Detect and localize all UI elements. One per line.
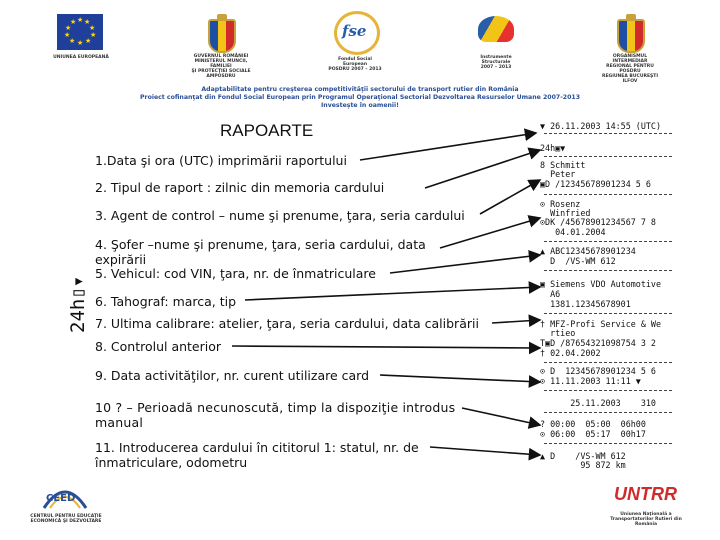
list-item: 8. Controlul anterior (95, 339, 222, 354)
printout-line: D /VS-WM 612 (540, 256, 616, 266)
divider (544, 241, 672, 242)
divider (544, 133, 672, 134)
page-title: RAPOARTE (220, 121, 314, 140)
list-item: 11. Introducerea cardului în cititorul 1: statul, nr. de înmatriculare, odometru (95, 440, 419, 470)
list-item: 6. Tahograf: marca, tip (95, 294, 237, 309)
printout-line: † MFZ-Profi Service & We (540, 319, 662, 329)
divider (544, 194, 672, 195)
printout-line: ▲ D /VS-WM 612 (540, 451, 626, 461)
printout-line: ⊙ Rosenz (540, 199, 581, 209)
printout-line: rtieo (540, 328, 576, 338)
divider (544, 156, 672, 157)
printout-line: ⊙DK /45678901234567 7 8 (540, 217, 656, 227)
printout-line: ▣ Siemens VDO Automotive (540, 279, 662, 289)
printout-line: 04.01.2004 (540, 227, 606, 237)
eu-flag-logo: ★ ★ ★ ★ ★ ★ ★ ★ ★ ★ (57, 14, 103, 50)
printout-line: 24h▣▼ (540, 143, 566, 153)
structural-caption: Instrumente Structurale 2007 – 2013 (480, 55, 512, 70)
project-subtitle: Proiect cofinanţat din Fondul Social European prin Programul Operaţional Sectorial Dezvoltarea Resurselor Umane 2007-2013 (139, 94, 580, 101)
list-item: 2. Tipul de raport : zilnic din memoria cardului (95, 180, 385, 195)
fse-logo-text: fse (342, 22, 367, 40)
printout-line: ? 00:00 05:00 06h00 (540, 419, 646, 429)
gov-caption: GUVERNUL ROMÂNIEI MINISTERUL MUNCII, FAMILIEI ŞI PROTECŢIEI SOCIALE AMPOSDRU (191, 54, 251, 79)
printout-line: 1381.12345678901 (540, 299, 631, 309)
list-item: 7. Ultima calibrare: atelier, ţara, seria cardului, data calibrării (95, 316, 479, 331)
printout-line: Winfried (540, 208, 591, 218)
divider (544, 270, 672, 271)
printout-line: Peter (540, 169, 576, 179)
list-item: 9. Data activităţilor, nr. curent utilizare card (95, 368, 370, 383)
untrr-caption: Uniunea Naţională a Transportatorilor Rutieri din România (610, 512, 682, 527)
printout-line: 25.11.2003 310 (540, 398, 656, 408)
printout-line: ▲ ABC12345678901234 (540, 246, 636, 256)
divider (544, 362, 672, 363)
printout-line: ▼ 26.11.2003 14:55 (UTC) (540, 121, 662, 131)
divider (544, 443, 672, 444)
printout-line: ▣D /12345678901234 5 6 (540, 179, 651, 189)
list-item: 5. Vehicul: cod VIN, ţara, nr. de înmatriculare (95, 266, 376, 281)
list-item: 10 ? – Perioadă necunoscută, timp la dispoziţie introdus manual (95, 400, 456, 430)
untrr-logo: UNTRR (614, 484, 677, 504)
project-title: Adaptabilitate pentru creşterea competitivităţii sectorului de transport rutier din România (201, 86, 519, 93)
printout-line: ⊙ 11.11.2003 11:11 ▼ (540, 376, 641, 386)
printout-line: T▣D /87654321098754 3 2 (540, 338, 656, 348)
project-motto: Investeşte în oamenii! (321, 102, 399, 109)
ceed-caption: CENTRUL PENTRU EDUCAŢIE ECONOMICĂ ŞI DEZVOLTARE (30, 514, 102, 524)
printout-line: 95 872 km (540, 460, 626, 470)
ceed-logo-text: CEED (46, 493, 76, 504)
printout-line: 8 Schmitt (540, 160, 586, 170)
list-item: 1.Data şi ora (UTC) imprimării raportului (95, 153, 347, 168)
divider (544, 412, 672, 413)
divider (544, 313, 672, 314)
printout-line: ⊙ 06:00 05:17 00h17 (540, 429, 646, 439)
vertical-label: 24h▯▾ (67, 275, 89, 333)
oirposdru-caption: ORGANISMUL INTERMEDIAR REGIONAL PENTRU POSDRU REGIUNEA BUCUREŞTI ILFOV (601, 54, 658, 84)
printout-line: ⊙ D 12345678901234 5 6 (540, 366, 656, 376)
divider (544, 390, 672, 391)
printout-line: † 02.04.2002 (540, 348, 601, 358)
eu-caption: UNIUNEA EUROPEANĂ (53, 55, 109, 60)
list-item: 4. Şofer –nume şi prenume, ţara, seria cardului, data expirării (95, 237, 426, 267)
printout-line: A6 (540, 289, 561, 299)
fse-caption: Fondul Social European POSDRU 2007 – 2013 (328, 57, 382, 72)
list-item: 3. Agent de control – nume şi prenume, ţara, seria cardului (95, 208, 465, 223)
